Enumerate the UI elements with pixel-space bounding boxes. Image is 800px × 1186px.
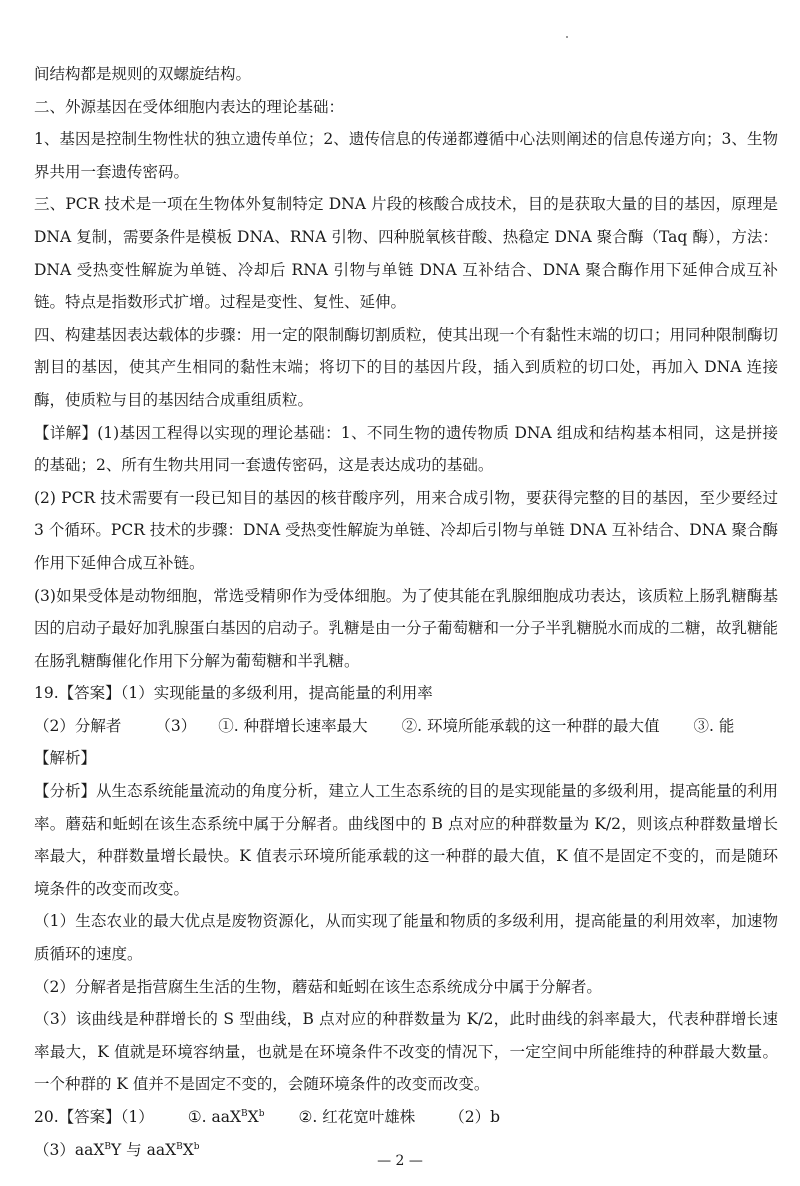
paragraph-detail-1: 【详解】(1)基因工程得以实现的理论基础：1、不同生物的遗传物质 DNA 组成和结构基本相同，这是拼接的基础；2、所有生物共用同一套遗传密码，这是表达成功的基础。 (34, 423, 778, 475)
paragraph-detail-2: (2) PCR 技术需要有一段已知目的基因的核苷酸序列，用来合成引物，要获得完整的目的基因，至少要经过 3 个循环。PCR 技术的步骤：DNA 受热变性解旋为单链、冷却后引物与单链 DNA 互补结合、DNA 聚合酶作用下延伸合成互补链。 (34, 488, 778, 572)
answer-19-item-2: ②. 环境所能承载的这一种群的最大值 (401, 716, 660, 735)
answer-19-line-2 (34, 710, 778, 743)
answer-20-part-2: （2）b (449, 1108, 501, 1126)
paragraph-detail-3: (3)如果受体是动物细胞，常选受精卵作为受体细胞。为了使其能在乳腺细胞成功表达，该质粒上肠乳糖酶基因的启动子最好加乳腺蛋白基因的启动子。乳糖是由一分子葡萄糖和一分子半乳糖脱水而成的二糖，故乳糖能在肠乳糖酶催化作用下分解为葡萄糖和半乳糖。 (34, 586, 779, 670)
answer-20-line-1 (34, 1101, 778, 1134)
document-body (34, 58, 778, 1166)
answer-19-item-3: ③. 能 (693, 716, 735, 735)
answer-19-part-2: （2）分解者 (34, 716, 122, 735)
paragraph-2: 二、外源基因在受体细胞内表达的理论基础： (34, 97, 345, 116)
answer-20-item-1: ①. $aaX^BX^b$ (187, 1108, 265, 1126)
analysis-heading: 【解析】 (34, 749, 97, 768)
answer-19-part-3: （3） (155, 716, 197, 735)
paragraph-analysis-3: （3）该曲线是种群增长的 S 型曲线，B 点对应的种群数量为 K/2，此时曲线的斜率最大，代表种群增长速率最大，K 值就是环境容纳量，也就是在环境条件不改变的情况下，一定空间中所能维持的种群最大数量。一个种群的 K 值并不是固定不变的，会随环境条件的改变而改变。 (34, 1010, 778, 1094)
page-number: — 2 — (377, 1153, 423, 1169)
paragraph-vector: 四、构建基因表达载体的步骤：用一定的限制酶切割质粒，使其出现一个有黏性末端的切口；用同种限制酶切割目的基因，使其产生相同的黏性末端；将切下的目的基因片段，插入到质粒的切口处，再加入 DNA 连接酶，使质粒与目的基因结合成重组质粒。 (34, 325, 779, 409)
answer-19-item-1: ①. 种群增长速率最大 (218, 716, 368, 735)
paragraph-3: 1、基因是控制生物性状的独立遗传单位；2、遗传信息的传递都遵循中心法则阐述的信息传递方向；3、生物界共用一套遗传密码。 (34, 130, 778, 181)
paragraph-1: 间结构都是规则的双螺旋结构。 (34, 65, 252, 83)
answer-19-line-1: 19.【答案】（1）实现能量的多级利用，提高能量的利用率 (34, 684, 433, 703)
paragraph-analysis-2: （2）分解者是指营腐生生活的生物，蘑菇和蚯蚓在该生态系统成分中属于分解者。 (34, 977, 602, 996)
paragraph-analysis: 【分析】从生态系统能量流动的角度分析，建立人工生态系统的目的是实现能量的多级利用，提高能量的利用率。蘑菇和蚯蚓在该生态系统中属于分解者。曲线图中的 B 点对应的种群数量为 K/2，则该点种群数量增长率最大，种群数量增长最快。K 值表示环境所能承载的这一种群的最大值，K 值不是固定不变的，而是随环境条件的改变而改变。 (34, 782, 779, 898)
answer-20-item-2: ②. 红花宽叶雄株 (298, 1108, 416, 1126)
scan-dot (566, 36, 568, 38)
answer-20-line-2: （3）aaX$^B$Y 与 $aaX^BX^b$ (34, 1140, 200, 1159)
paragraph-pcr: 三、PCR 技术是一项在生物体外复制特定 DNA 片段的核酸合成技术，目的是获取大量的目的基因，原理是 DNA 复制，需要条件是模板 DNA、RNA 引物、四种脱氧核苷酸、热稳定 DNA 聚合酶（Taq 酶），方法：DNA 受热变性解旋为单链、冷却后 RNA 引物与单链 DNA 互补结合、DNA 聚合酶作用下延伸合成互补链。特点是指数形式扩增。过程是变性、复性、延伸。 (34, 195, 778, 312)
paragraph-analysis-1: （1）生态农业的最大优点是废物资源化，从而实现了能量和物质的多级利用，提高能量的利用效率，加速物质循环的速度。 (34, 912, 778, 964)
answer-20-label: 20.【答案】（1） (34, 1108, 154, 1126)
